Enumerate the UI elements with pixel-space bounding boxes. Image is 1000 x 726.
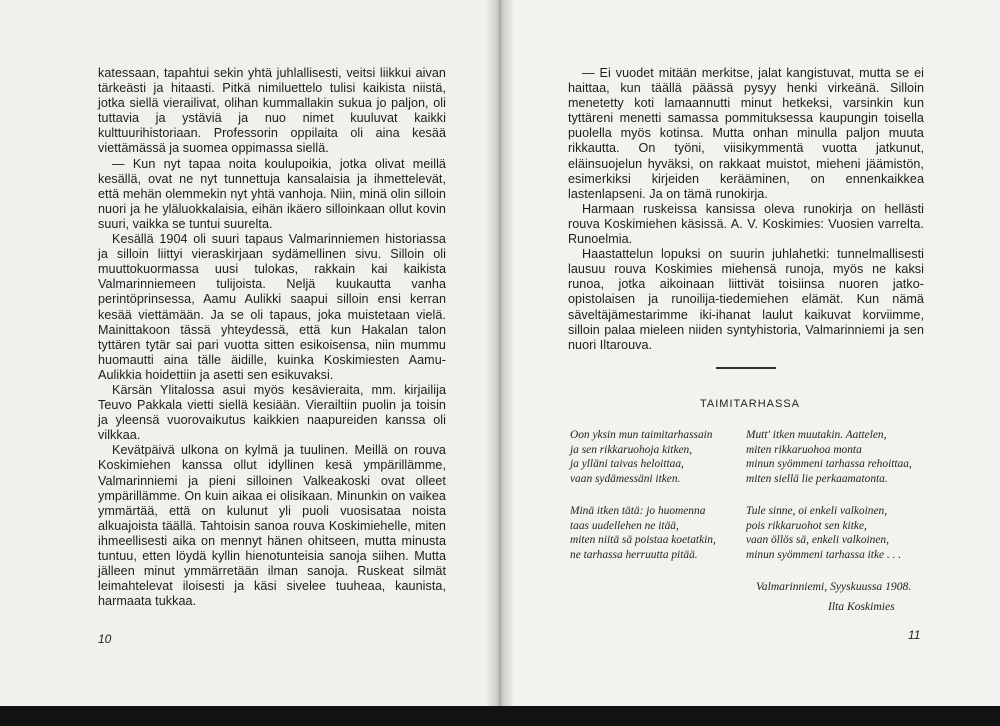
poem-stanza-4	[746, 504, 901, 562]
paragraph: katessaan, tapahtui sekin yhtä juhlallisesti, veitsi liikkui aivan tärkeästi ja hitaasti. Pitkä nimiluettelo tulisi kaikista niistä, jotka siellä vierailivat, olihan kummallakin sukua jo paljon, oli tuttavia ja ystäviä ja nuo nimet kuuluvat kaikki kulttuurihistoriaan. Professorin oppilaita oli aina kesää viettämässä ja suomea oppimassa siellä.	[98, 66, 446, 156]
page-number-left: 10	[98, 632, 112, 646]
poem-line: ne tarhassa herruutta pitää.	[570, 548, 698, 561]
poem-line: Tule sinne, oi enkeli valkoinen,	[746, 505, 888, 517]
paragraph: Harmaan ruskeissa kansissa oleva runokirja on hellästi rouva Koskimiehen käsissä. A. V. Koskimies: Vuosien varrelta. Runoelmia.	[568, 201, 924, 247]
paragraph: Kevätpäivä ulkona on kylmä ja tuulinen. Meillä on rouva Koskimiehen kanssa ollut idyllinen kesä ympärillämme, Valmarinniemi ja pieni silloinen Valkeakoski ovat olleet ympärillämme. On kuin aikaa ei olisikaan. Minunkin on vaikea ymmärtää, että on kulunut yli puoli vuosisataa noista alkuajoista täällä. Tahtoisin sanoa rouva Koskimiehelle, miten ihmeellisesti aika on mennyt hänen ohitseen, mutta minusta tuntuu, etten löydä kyllin hienotunteisia sanoja siihen. Mutta jälleen minut ymmärretään ilman sanoja. Ruskeat silmät leimahtelevat iloisesti ja käsi sivelee tuuheaa, kaunista, harmaata tukkaa.	[98, 443, 446, 609]
poem-stanza-1	[570, 428, 713, 486]
poem-line: minun syömmeni tarhassa itke . . .	[746, 548, 902, 561]
poem-stanza-3	[570, 504, 716, 562]
poem-line: minun syömmeni tarhassa rehoittaa,	[746, 458, 912, 471]
poem-signoff: Valmarinniemi, Syyskuussa 1908.	[756, 580, 912, 593]
poem-line: miten rikkaruohoa monta	[746, 443, 862, 456]
poem-line: vaan öllös sä, enkeli valkoinen,	[746, 534, 889, 547]
right-page-text	[568, 66, 924, 353]
book-gutter	[486, 0, 514, 710]
poem-line: Minä itken tätä: jo huomenna	[570, 505, 706, 517]
poem-line: taas uudellehen ne itää,	[570, 519, 679, 532]
left-page-text	[98, 66, 446, 609]
poem-line: vaan sydämessäni itken.	[570, 472, 681, 485]
poem-line: miten siellä lie perkaamatonta.	[746, 472, 888, 485]
poem-line: Mutt' itken muutakin. Aattelen,	[746, 429, 887, 441]
poem-line: pois rikkaruohot sen kitke,	[746, 519, 867, 532]
scan-edge-shadow	[0, 706, 1000, 726]
poem-author: Ilta Koskimies	[828, 600, 895, 613]
paragraph: — Ei vuodet mitään merkitse, jalat kangistuvat, mutta se ei haittaa, kun täällä päässä pysyy henki virkeänä. Silloin menetetty koti lamaannutti minut hetkeksi, varsinkin kun tyttäreni menetti samassa pommituksessa kaupungin toisella puolella myös kotinsa. Mutta onhan minulla paljon muuta rikkautta. On työni, viisikymmentä vuotta jatkunut, eläinsuojelun hyväksi, on rakkaat muistot, mieheni jäämistön, esimerkiksi kirjeiden kerääminen, on ennenkaikkea lastenlapseni. Ja on tämä runokirja.	[568, 66, 924, 201]
poem-line: miten niitä sä poistaa koetatkin,	[570, 534, 716, 547]
paragraph: Kesällä 1904 oli suuri tapaus Valmarinniemen historiassa ja silloin liittyi vieraskirjaan sydämellinen sivu. Silloin oli muuttokuormassa uusi tulokas, rakkain kai kaikista Valmarinniemeen tulijoista. Neljä kuukautta vanha perintöprinsessa, Aamu Aulikki saapui silloin ensi kerran kesää viettämään. Ja se oli tapaus, joka muistetaan vielä. Mainittakoon tässä yhteydessä, että kun Hakalan talon tyttären tytär sai pari vuotta sitten esikoisensa, niin mummu huomautti aina tälle äidille, kuinka Koskimiesten Aamu-Aulikkia hoidettiin ja asetti sen esikuvaksi.	[98, 232, 446, 382]
page-number-right: 11	[908, 628, 921, 642]
paragraph: Kärsän Ylitalossa asui myös kesävieraita, mm. kirjailija Teuvo Pakkala vietti siellä kesiään. Vierailtiin puolin ja toisin ja yleensä vuorovaikutus kaikkien naapureiden kanssa oli vilkkaa.	[98, 382, 446, 443]
poem-line: Oon yksin mun taimitarhassain	[570, 429, 713, 441]
section-divider	[716, 367, 776, 369]
paragraph: — Kun nyt tapaa noita koulupoikia, jotka olivat meillä kesällä, ovat ne nyt tunnettuja kansalaisia ja ihmettelevät, että mehän olemmekin nyt yhtä vanhoja. Niin, minä olin silloin nuori ja he yläluokkalaisia, eihän ikäero silloinkaan ollut kovin suuri, vaikka se tuntui suurelta.	[98, 156, 446, 231]
poem-line: ja sen rikkaruohoja kitken,	[570, 443, 693, 456]
left-page	[0, 0, 496, 710]
paragraph: Haastattelun lopuksi on suurin juhlahetki: tunnelmallisesti lausuu rouva Koskimies miehensä runoja, myös ne kaksi runoa, jotka aikoinaan liittivät toisiinsa nuoren jatko-opistolaisen ja runoilija-tiedemiehen elämät. Kun nämä säveltäjämestarimme iki-ihanat laulut kaikuvat korviimme, silloin palaa mieleen niiden syntyhistoria, Valmarinniemi ja sen nuori Iltarouva.	[568, 247, 924, 352]
poem-line: ja ylläni taivas heloittaa,	[570, 458, 684, 471]
poem-stanza-2	[746, 428, 912, 486]
poem-title: TAIMITARHASSA	[700, 398, 800, 410]
